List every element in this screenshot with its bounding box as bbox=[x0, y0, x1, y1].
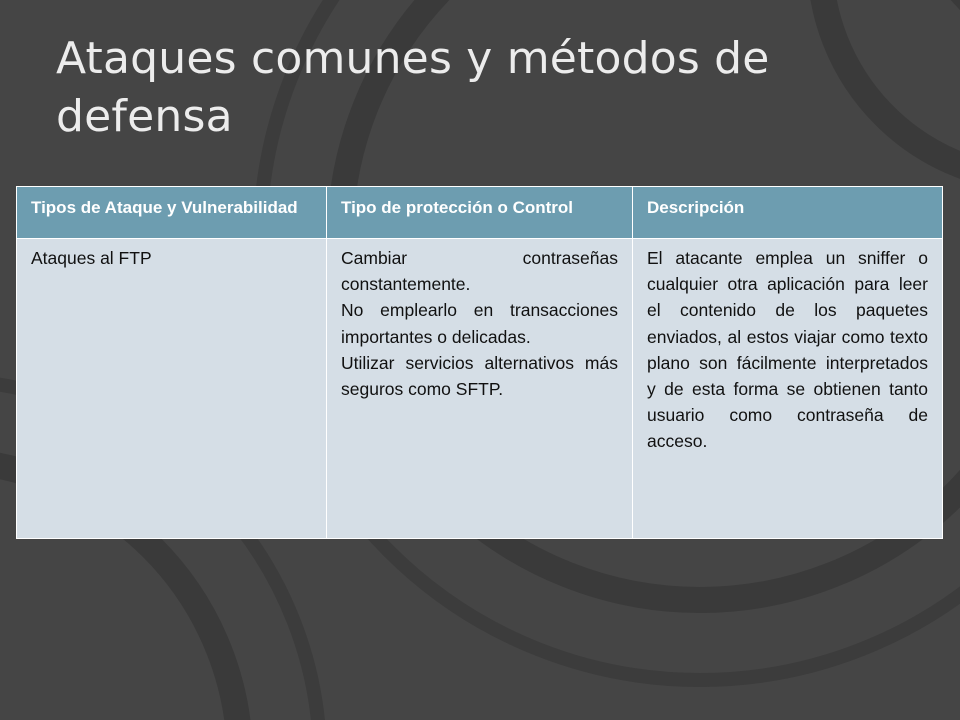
column-header-attack-type: Tipos de Ataque y Vulnerabilidad bbox=[17, 187, 327, 239]
column-header-protection: Tipo de protección o Control bbox=[327, 187, 633, 239]
attack-name: Ataques al FTP bbox=[31, 248, 152, 268]
cell-description bbox=[633, 239, 943, 539]
table-row bbox=[17, 239, 943, 539]
table-header-row bbox=[17, 187, 943, 239]
cell-controls bbox=[327, 239, 633, 539]
control-item: No emplearlo en transacciones importantes o delicadas. bbox=[341, 300, 618, 347]
description-text: El atacante emplea un sniffer o cualquier otra aplicación para leer el contenido de los paquetes enviados, al estos viajar como texto plano son fácilmente interpretados y de esta forma se obtienen tanto usuario como contraseña de acceso. bbox=[647, 248, 928, 452]
slide-title: Ataques comunes y métodos de defensa bbox=[56, 33, 770, 142]
attacks-table bbox=[16, 186, 943, 539]
control-item: Cambiar contraseñas constantemente. bbox=[341, 248, 618, 295]
control-item: Utilizar servicios alternativos más seguros como SFTP. bbox=[341, 352, 618, 400]
column-header-description: Descripción bbox=[633, 187, 943, 239]
cell-attack bbox=[17, 239, 327, 539]
